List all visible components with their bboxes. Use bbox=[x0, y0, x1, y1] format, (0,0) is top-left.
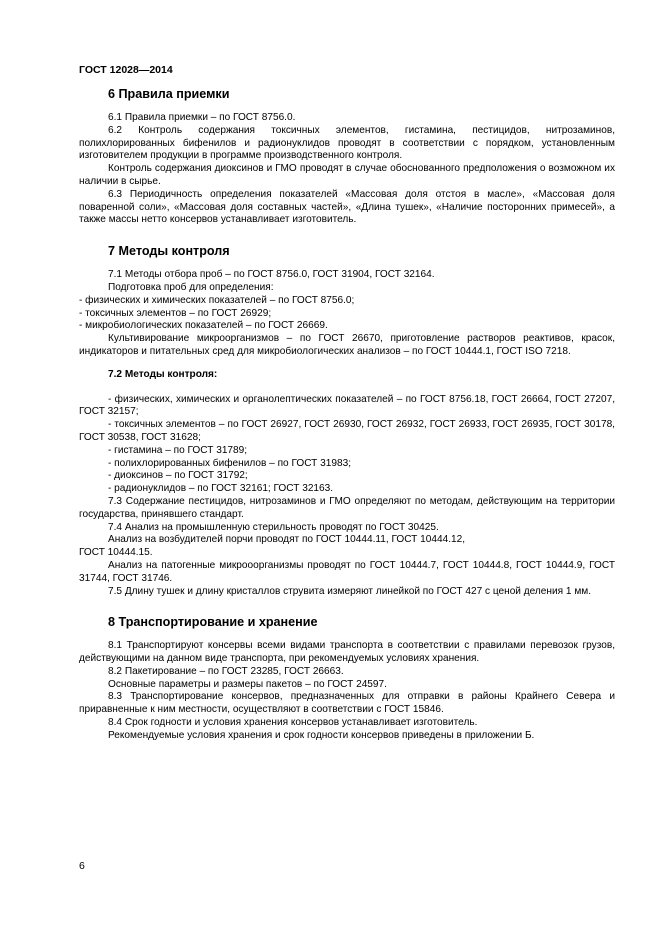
paragraph: 6.3 Периодичность определения показателей «Массовая доля отстоя в масле», «Массовая доля поваренной соли», «Массовая доля составных частей», «Длина тушек», «Наличие посторонних примесей», а также массы нетто консервов устанавливает изготовитель. bbox=[79, 188, 615, 226]
paragraph: ГОСТ 10444.15. bbox=[79, 547, 153, 559]
paragraph: 7.1 Методы отбора проб – по ГОСТ 8756.0, ГОСТ 31904, ГОСТ 32164. bbox=[108, 269, 435, 281]
paragraph: Культивирование микроорганизмов – по ГОСТ 26670, приготовление растворов реактивов, красок, индикаторов и питательных сред для микробиологических анализов – по ГОСТ 10444.1, ГОСТ ISO 7218. bbox=[79, 333, 615, 357]
paragraph: Основные параметры и размеры пакетов – по ГОСТ 24597. bbox=[108, 678, 387, 690]
paragraph: 8.3 Транспортирование консервов, предназначенных для отправки в районы Крайнего Севера и приравненные к ним местности, осуществляют в соответствии с ГОСТ 15846. bbox=[79, 691, 615, 716]
section-7 bbox=[79, 243, 615, 598]
paragraph: 8.2 Пакетирование – по ГОСТ 23285, ГОСТ 26663. bbox=[108, 665, 344, 677]
document-body bbox=[79, 86, 615, 759]
paragraph: 8.1 Транспортируют консервы всеми видами транспорта в соответствии с правилами перевозок грузов, действующими на данном виде транспорта, при рекомендуемых условиях хранения. bbox=[79, 640, 615, 665]
paragraph: Подготовка проб для определения: bbox=[108, 281, 274, 293]
list-item: - токсичных элементов – по ГОСТ 26927, ГОСТ 26930, ГОСТ 26932, ГОСТ 26933, ГОСТ 26935, ГОСТ 30178, ГОСТ 30538, ГОСТ 31628; bbox=[79, 419, 615, 443]
paragraph: Анализ на возбудителей порчи проводят по ГОСТ 10444.11, ГОСТ 10444.12, bbox=[108, 534, 466, 546]
section-7-title: 7 Методы контроля bbox=[108, 244, 230, 259]
list-item: - гистамина – по ГОСТ 31789; bbox=[108, 444, 248, 456]
page-number: 6 bbox=[79, 860, 85, 872]
section-8 bbox=[79, 614, 615, 742]
list-item: - физических и химических показателей – по ГОСТ 8756.0; bbox=[79, 294, 355, 306]
paragraph: 7.3 Содержание пестицидов, нитрозаминов и ГМО определяют по методам, действующим на территории государства, принявшего стандарт. bbox=[79, 495, 615, 520]
list-item: - микробиологических показателей – по ГОСТ 26669. bbox=[79, 320, 328, 332]
section-6-title: 6 Правила приемки bbox=[108, 87, 230, 101]
list-item: - полихлорированных бифенилов – по ГОСТ 31983; bbox=[108, 457, 351, 469]
paragraph: 6.1 Правила приемки – по ГОСТ 8756.0. bbox=[108, 112, 296, 123]
paragraph: 7.5 Длину тушек и длину кристаллов струвита измеряют линейкой по ГОСТ 427 с ценой деления 1 мм. bbox=[108, 585, 592, 597]
paragraph: 7.4 Анализ на промышленную стерильность проводят по ГОСТ 30425. bbox=[108, 521, 439, 533]
section-8-title: 8 Транспортирование и хранение bbox=[108, 615, 318, 630]
list-item: - диоксинов – по ГОСТ 31792; bbox=[108, 470, 248, 482]
paragraph: Анализ на патогенные микрооорганизмы проводят по ГОСТ 10444.7, ГОСТ 10444.8, ГОСТ 10444.9, ГОСТ 31744, ГОСТ 31746. bbox=[79, 559, 615, 584]
paragraph: Контроль содержания диоксинов и ГМО проводят в случае обоснованного предположения о возможном их наличии в сырье. bbox=[79, 163, 615, 187]
paragraph: 8.4 Срок годности и условия хранения консервов устанавливает изготовитель. bbox=[108, 717, 478, 729]
list-item: - токсичных элементов – по ГОСТ 26929; bbox=[79, 307, 272, 319]
list-item: - физических, химических и органолептических показателей – по ГОСТ 8756.18, ГОСТ 26664, ГОСТ 27207, ГОСТ 32157; bbox=[79, 393, 615, 418]
paragraph: 6.2 Контроль содержания токсичных элементов, гистамина, пестицидов, нитрозаминов, полихлорированных бифенилов и радионуклидов проводят в соответствии с порядком, установленным изготовителем продукции в программе производственного контроля. bbox=[79, 124, 615, 162]
subsection-title: 7.2 Методы контроля: bbox=[108, 368, 218, 380]
list-item: - радионуклидов – по ГОСТ 32161; ГОСТ 32163. bbox=[108, 483, 334, 495]
paragraph: Рекомендуемые условия хранения и срок годности консервов приведены в приложении Б. bbox=[108, 729, 535, 741]
document-header: ГОСТ 12028—2014 bbox=[79, 64, 173, 76]
section-6 bbox=[79, 86, 615, 227]
